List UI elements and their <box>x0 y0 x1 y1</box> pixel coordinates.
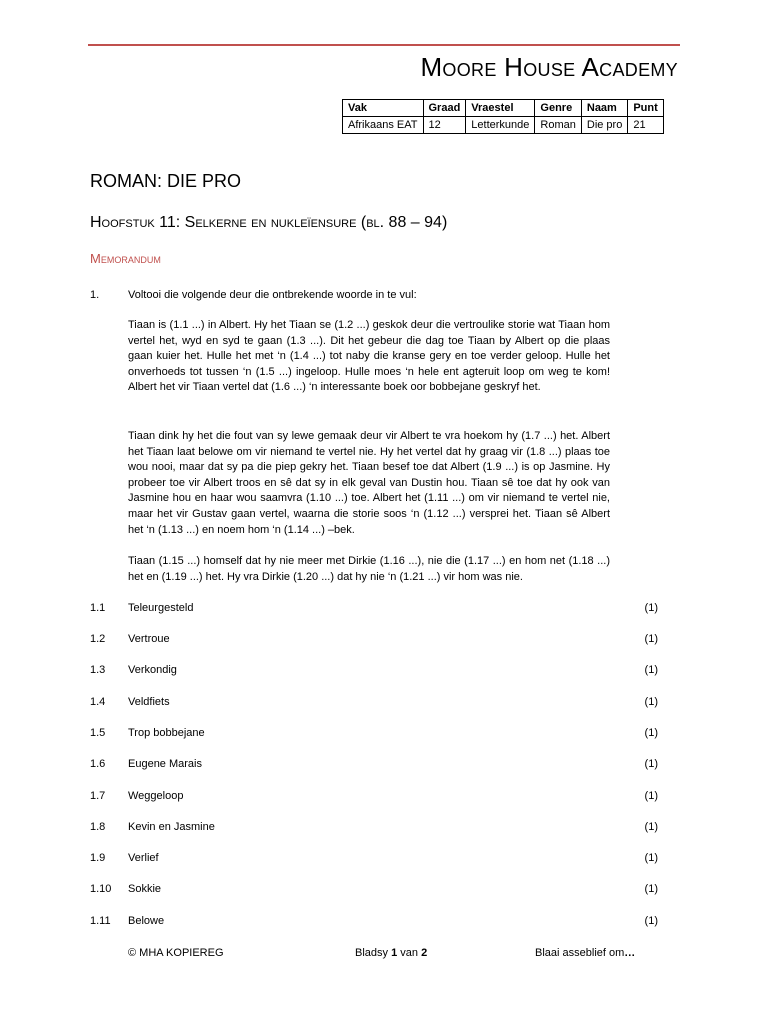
question-instruction: Voltooi die volgende deur die ontbrekende woorde in te vul: <box>128 289 417 301</box>
answer-number: 1.5 <box>90 727 106 739</box>
paragraph-2: Tiaan dink hy het die fout van sy lewe gemaak deur vir Albert te vra hoekom hy (1.7 ...) het. Albert het Tiaan laat belowe om vir niemand te vertel nie. Hy het vertel dat hy graag vir (1.8 ...) plaas toe wou nooi, maar dat sy pa die piep gekry het. Tiaan besef toe dat Albert (1.9 ...) is op Jasmine. Hy probeer toe vir Albert troos en sê dat sy in elk geval van Dustin hou. Tiaan sê toe dat hy ook van Jasmine hou en haar wou saamvra (1.10 ...) toe. Albert het (1.11 ...) om vir niemand te vertel nie, maar het vir Gustav gaan vertel, waarna die storie soos ‘n (1.12 ...) versprei het. Tiaan sê Albert het ‘n (1.13 ...) en noem hom ‘n (1.14 ...) –bek. <box>128 430 610 536</box>
answer-mark: (1) <box>644 696 658 708</box>
info-header-naam: Naam <box>581 100 627 117</box>
answer-row <box>0 915 768 931</box>
answer-text: Belowe <box>128 915 165 927</box>
info-value-graad: 12 <box>423 117 466 134</box>
answer-mark: (1) <box>644 790 658 802</box>
paragraph-1: Tiaan is (1.1 ...) in Albert. Hy het Tiaan se (1.2 ...) geskok deur die vertroulike storie wat Tiaan hom vertel het, wyd en syd te gaan (1.3 ...). Dit het gebeur die dag toe Tiaan by Albert op die plaas gaan kuier het. Hulle het met ‘n (1.4 ...) tot naby die kranse gery en toe verder geloop. Hulle het onverhoeds tot tussen ‘n (1.5 ...) ingeloop. Hulle moes ‘n hele ent agteruit loop om weg te kom! Albert het vir Tiaan vertel dat (1.6 ...) ‘n interessante boek oor bobbejane geskryf het. <box>128 319 610 394</box>
info-header-vraestel: Vraestel <box>466 100 535 117</box>
info-header-graad: Graad <box>423 100 466 117</box>
answer-number: 1.10 <box>90 883 112 895</box>
answer-row <box>0 821 768 837</box>
answer-text: Teleurgesteld <box>128 602 194 614</box>
answer-number: 1.6 <box>90 758 106 770</box>
answer-row <box>0 883 768 899</box>
answer-mark: (1) <box>644 664 658 676</box>
info-value-vraestel: Letterkunde <box>466 117 535 134</box>
answer-mark: (1) <box>644 727 658 739</box>
answer-number: 1.2 <box>90 633 106 645</box>
answer-number: 1.3 <box>90 664 106 676</box>
school-name: Moore House Academy <box>420 52 678 82</box>
turn-over-dots: … <box>624 947 636 959</box>
info-header-punt: Punt <box>628 100 663 117</box>
info-header-genre: Genre <box>535 100 581 117</box>
info-value-genre: Roman <box>535 117 581 134</box>
answer-number: 1.7 <box>90 790 106 802</box>
answer-row <box>0 727 768 743</box>
answer-text: Eugene Marais <box>128 758 202 770</box>
answer-mark: (1) <box>644 821 658 833</box>
info-header-vak: Vak <box>343 100 424 117</box>
header-rule <box>88 44 680 46</box>
document-title: ROMAN: DIE PRO <box>90 171 242 191</box>
question-number: 1. <box>90 289 100 301</box>
info-value-punt: 21 <box>628 117 663 134</box>
answer-text: Weggeloop <box>128 790 184 802</box>
answer-mark: (1) <box>644 852 658 864</box>
page-mid: van <box>397 947 422 959</box>
answer-mark: (1) <box>644 602 658 614</box>
answer-mark: (1) <box>644 633 658 645</box>
turn-over-note <box>535 947 635 959</box>
info-value-naam: Die pro <box>581 117 627 134</box>
answer-mark: (1) <box>644 915 658 927</box>
page-total: 2 <box>421 947 428 959</box>
answer-row <box>0 852 768 868</box>
page-number <box>355 947 427 959</box>
info-table-value-row <box>343 117 664 134</box>
answer-text: Sokkie <box>128 883 162 895</box>
memorandum-label: Memorandum <box>90 251 161 266</box>
answer-row <box>0 790 768 806</box>
copyright-notice: © MHA KOPIEREG <box>128 947 224 959</box>
chapter-heading: Hoofstuk 11: Selkerne en nukleïensure (bl. 88 – 94) <box>90 214 448 231</box>
answer-row <box>0 696 768 712</box>
answer-row <box>0 602 768 618</box>
page-prefix: Bladsy <box>355 947 392 959</box>
turn-over-text: Blaai asseblief om <box>535 947 625 959</box>
answer-mark: (1) <box>644 883 658 895</box>
answer-text: Kevin en Jasmine <box>128 821 215 833</box>
answer-number: 1.11 <box>90 915 111 927</box>
paragraph-3: Tiaan (1.15 ...) homself dat hy nie meer met Dirkie (1.16 ...), nie die (1.17 ...) en hom net (1.18 ...) het en (1.19 ...) het. Hy vra Dirkie (1.20 ...) dat hy nie ‘n (1.21 ...) vir hom was nie. <box>128 555 610 583</box>
answer-row <box>0 633 768 649</box>
info-table-header-row <box>343 100 664 117</box>
answer-text: Vertroue <box>128 633 170 645</box>
answer-number: 1.1 <box>90 602 106 614</box>
answer-text: Verkondig <box>128 664 177 676</box>
answer-row <box>0 664 768 680</box>
answer-text: Trop bobbejane <box>128 727 205 739</box>
info-table <box>342 99 664 134</box>
page-current: 1 <box>391 947 398 959</box>
info-value-vak: Afrikaans EAT <box>343 117 424 134</box>
answer-mark: (1) <box>644 758 658 770</box>
answer-text: Verlief <box>128 852 159 864</box>
answer-row <box>0 758 768 774</box>
answer-number: 1.4 <box>90 696 106 708</box>
answer-text: Veldfiets <box>128 696 170 708</box>
answer-number: 1.8 <box>90 821 106 833</box>
answer-number: 1.9 <box>90 852 106 864</box>
